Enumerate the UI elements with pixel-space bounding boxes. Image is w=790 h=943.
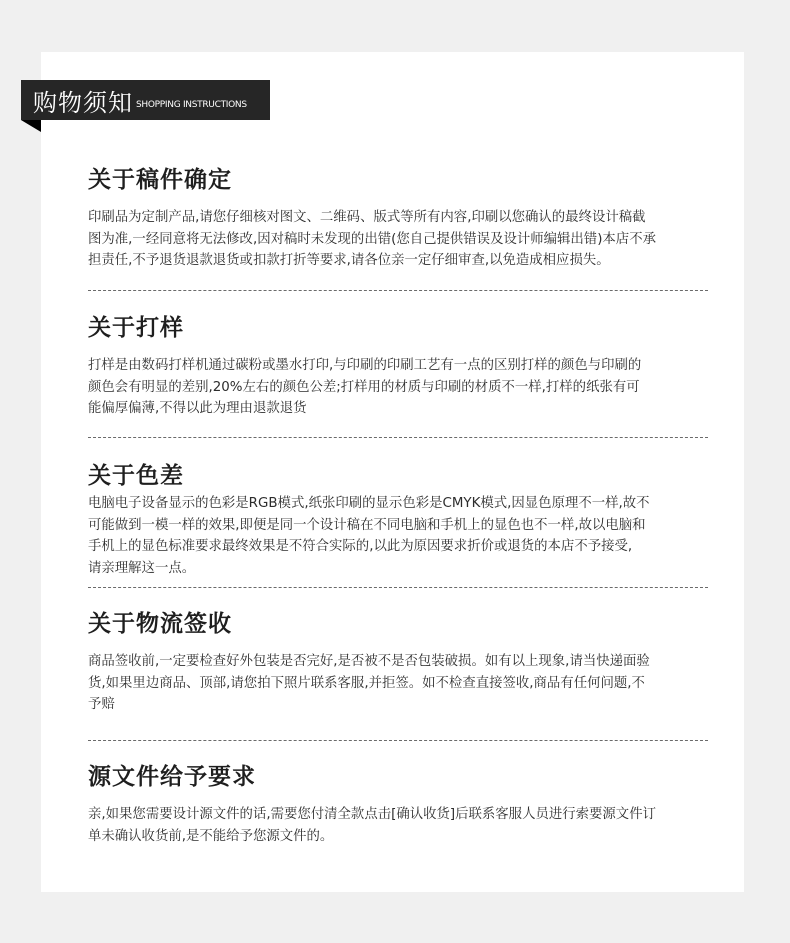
section-color-difference — [88, 461, 718, 579]
section-logistics — [88, 609, 718, 716]
section-manuscript — [88, 165, 718, 272]
section-title: 关于打样 — [88, 315, 184, 341]
section-body: 亲,如果您需要设计源文件的话,需要您付清全款点击[确认收货]后联系客服人员进行索要源文件订 单未确认收货前,是不能给予您源文件的。 — [88, 807, 656, 844]
section-divider — [88, 587, 708, 588]
section-title: 关于色差 — [88, 463, 184, 489]
section-divider — [88, 290, 708, 291]
section-divider — [88, 437, 708, 438]
section-title: 关于稿件确定 — [88, 167, 232, 193]
section-body: 商品签收前,一定要检查好外包装是否完好,是否被不是否包装破损。如有以上现象,请当快递面验 货,如果里边商品、顶部,请您拍下照片联系客服,并拒签。如不检查直接签收,商品有任何问题,不 予赔 — [88, 654, 650, 712]
header-banner — [21, 80, 270, 120]
banner-fold-shape — [21, 120, 41, 132]
section-source-files — [88, 762, 718, 847]
section-proofing — [88, 313, 718, 420]
header-title-en: SHOPPING INSTRUCTIONS — [136, 100, 247, 110]
header-title-cn: 购物须知 — [33, 88, 133, 117]
section-body: 电脑电子设备显示的色彩是RGB模式,纸张印刷的显示色彩是CMYK模式,因显色原理不一样,故不 可能做到一模一样的效果,即便是同一个设计稿在不同电脑和手机上的显色也不一样,故以电脑和 手机上的显色标准要求最终效果是不符合实际的,以此为原因要求折价或退货的本店不予接受, 请亲理解这一点。 — [88, 496, 650, 576]
section-body: 打样是由数码打样机通过碳粉或墨水打印,与印刷的印刷工艺有一点的区别打样的颜色与印刷的 颜色会有明显的差别,20%左右的颜色公差;打样用的材质与印刷的材质不一样,打样的纸张有可 能偏厚偏薄,不得以此为理由退款退货 — [88, 358, 642, 416]
section-title: 关于物流签收 — [88, 611, 232, 637]
section-divider — [88, 740, 708, 741]
section-title: 源文件给予要求 — [88, 764, 256, 790]
section-body: 印刷品为定制产品,请您仔细核对图文、二维码、版式等所有内容,印刷以您确认的最终设计稿截 图为准,一经同意将无法修改,因对稿时未发现的出错(您自己提供错误及设计师编辑出错)本店不承 担责任,不予退货退款退货或扣款打折等要求,请各位亲一定仔细审查,以免造成相应损失。 — [88, 210, 656, 268]
